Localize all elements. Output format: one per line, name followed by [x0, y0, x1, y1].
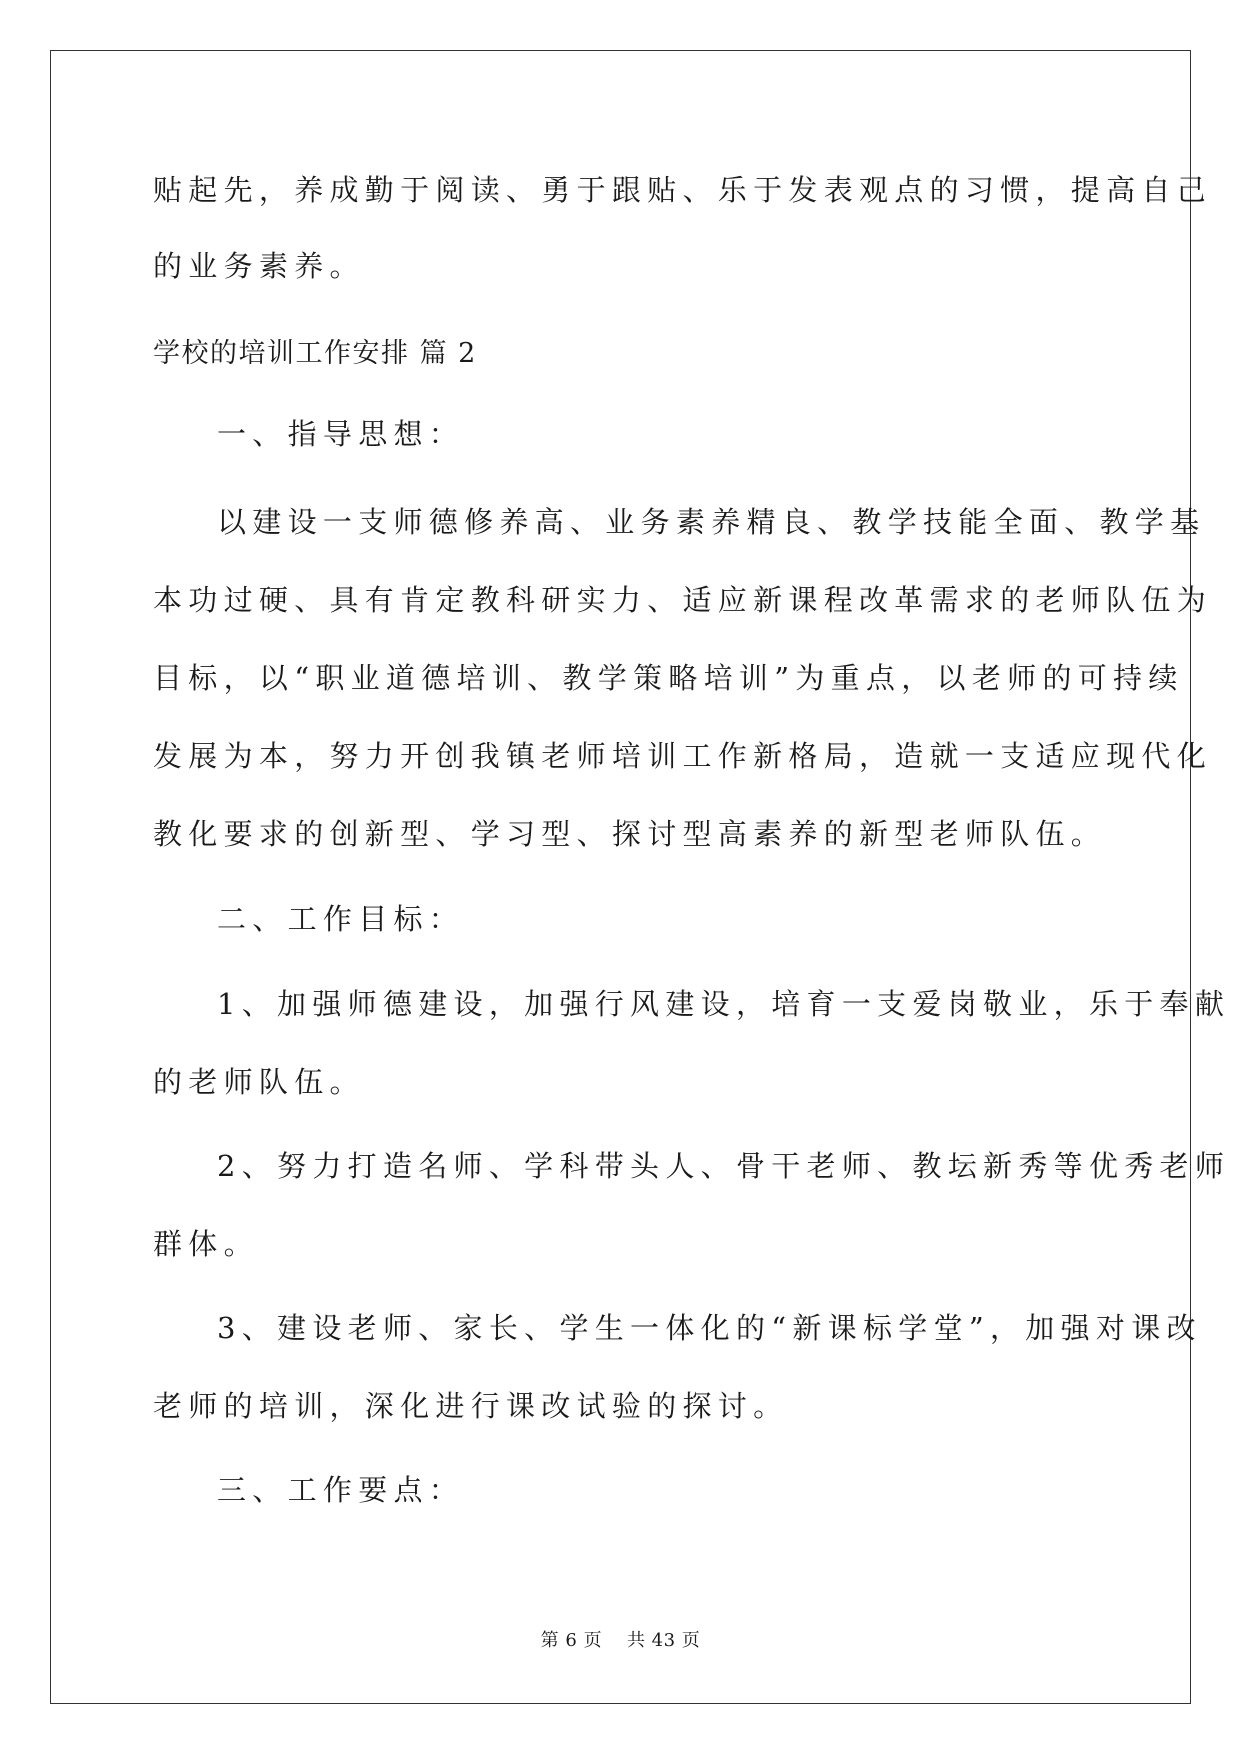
body-text-line: 1、加强师德建设，加强行风建设，培育一支爱岗敬业，乐于奉献	[217, 987, 1231, 1021]
body-text-line: 3、建设老师、家长、学生一体化的“新课标学堂”，加强对课改	[217, 1311, 1202, 1345]
body-text-line: 2、努力打造名师、学科带头人、骨干老师、教坛新秀等优秀老师	[217, 1149, 1231, 1183]
page-footer	[0, 1626, 1241, 1652]
body-text-line: 老师的培训，深化进行课改试验的探讨。	[153, 1389, 789, 1423]
body-text-line: 目标，以“职业道德培训、教学策略培训”为重点，以老师的可持续	[153, 661, 1184, 695]
body-text-line: 群体。	[153, 1227, 259, 1261]
body-text-line: 发展为本，努力开创我镇老师培训工作新格局，造就一支适应现代化	[153, 739, 1213, 773]
page-border	[50, 50, 1191, 1704]
body-text-line: 教化要求的创新型、学习型、探讨型高素养的新型老师队伍。	[153, 817, 1107, 851]
body-text-line: 的业务素养。	[153, 249, 365, 283]
subheading: 三、工作要点：	[217, 1473, 465, 1507]
page-number-label: 第 6 页 共 43 页	[540, 1630, 701, 1651]
body-text-line: 以建设一支师德修养高、业务素养精良、教学技能全面、教学基	[217, 505, 1206, 539]
body-text-line: 贴起先，养成勤于阅读、勇于跟贴、乐于发表观点的习惯，提高自己	[153, 173, 1213, 207]
body-text-line: 本功过硬、具有肯定教科研实力、适应新课程改革需求的老师队伍为	[153, 583, 1213, 617]
section-heading: 学校的培训工作安排 篇 2	[153, 338, 477, 369]
body-text-line: 的老师队伍。	[153, 1065, 365, 1099]
subheading: 一、指导思想：	[217, 417, 465, 451]
subheading: 二、工作目标：	[217, 902, 465, 936]
